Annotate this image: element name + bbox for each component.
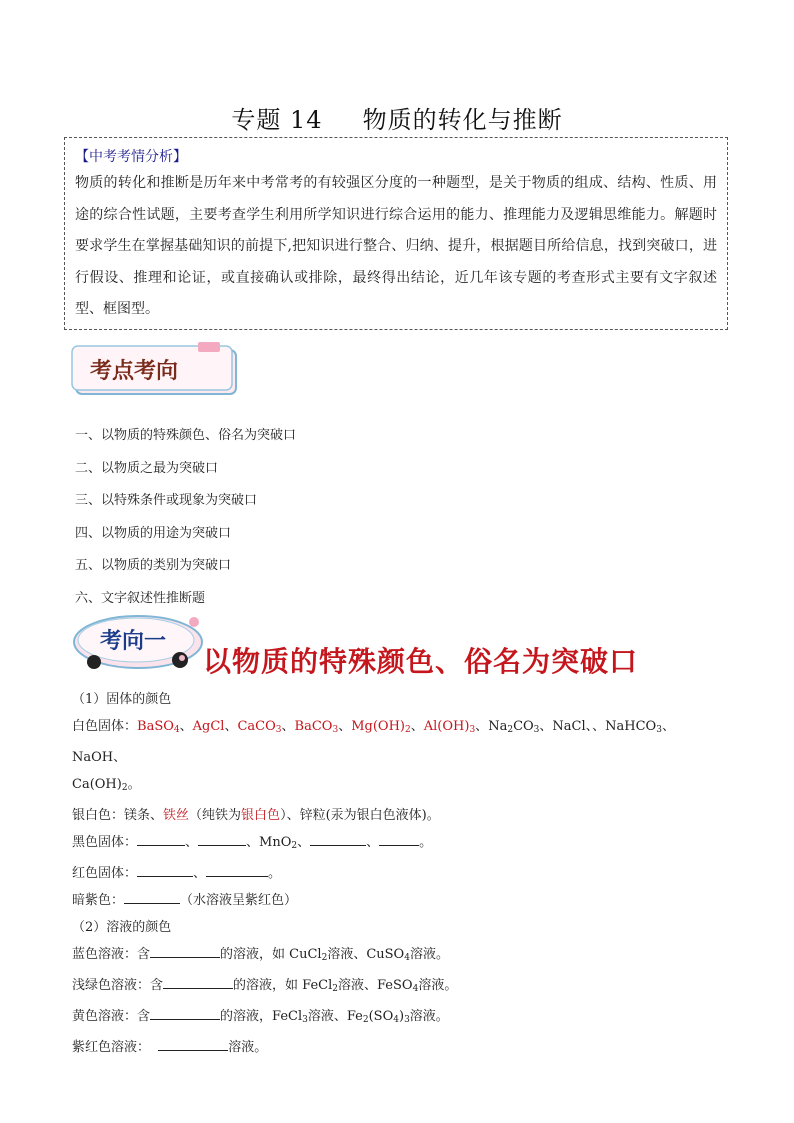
toc-list [75,420,296,615]
answer-blank[interactable] [124,889,180,904]
topic-name: 物质的转化与推断 [362,106,563,134]
topic-number: 专题 14 [231,106,323,134]
answer-blank[interactable] [137,831,185,846]
analysis-heading: 【中考考情分析】 [75,149,187,165]
badge-graphic [70,342,240,400]
analysis-body: 物质的转化和推断是历年来中考常考的有较强区分度的一种题型，是关于物质的组成、结构、性质、用途的综合性试题，主要考查学生利用所学知识进行综合运用的能力、推理能力及逻辑思维能力。解题时要求学生在掌握基础知识的前提下,把知识进行整合、归纳、提升，根据题目所给信息，找到突破口，进行假设、推理和论证，或直接确认或排除，最终得出结论，近几年该专题的考查形式主要有文字叙述型、框图型。 [75,175,717,317]
toc-item: 四、以物质的用途为突破口 [75,525,232,541]
toc-item: 二、以物质之最为突破口 [75,460,219,476]
yellow-solution-line: 黄色溶液：含 的溶液，FeCl$_3$溶液、$Fe_2(SO_4)_3$溶液。 [72,1003,728,1034]
toc-item: 六、文字叙述性推断题 [75,590,206,606]
green-solution-line: 浅绿色溶液：含 的溶液，如 FeCl$_2$溶液、FeSO$_4$溶液。 [72,972,728,1003]
direction-label: 考向一 [100,628,167,654]
white-solid-line: 白色固体：BaSO$_4$、AgCl、CaCO$_3$、BaCO$_3$、$Mg(OH)_2$、$Al(OH)_3$、$Na_2CO_3$、NaCl、、NaHCO$_3$、NaOH、 [72,719,675,765]
answer-blank[interactable] [137,862,193,877]
toc-item: 五、以物质的类别为突破口 [75,558,232,573]
answer-blank[interactable] [198,831,246,846]
answer-blank[interactable] [163,974,233,989]
section-heading: （1）固体的颜色 [72,692,172,707]
answer-blank[interactable] [379,831,419,846]
toc-item: 一、以物质的特殊颜色、俗名为突破口 [75,428,297,443]
analysis-box [64,137,728,330]
answer-blank[interactable] [206,862,268,877]
direction-badge [70,612,210,676]
silver-line: 银白色：镁条、铁丝（纯铁为银白色）、锌粒(汞为银白色液体)。 [72,808,440,823]
page-title [0,100,794,135]
white-solid-line-2: $Ca(OH)_2$。 [72,777,141,793]
black-solid-line: 黑色固体： 、 、MnO$_2$、 、 。 [72,829,728,860]
answer-blank[interactable] [150,943,220,958]
content-body [72,686,728,1061]
pink-solution-line: 紫红色溶液： 溶液。 [72,1034,728,1061]
red-solid-line: 红色固体： 、 。 [72,860,728,887]
purple-line: 暗紫色： （水溶液呈紫红色） [72,887,728,914]
answer-blank[interactable] [158,1036,228,1051]
answer-blank[interactable] [150,1005,220,1020]
direction-title: 以物质的特殊颜色、俗名为突破口 [203,645,639,678]
answer-blank[interactable] [310,831,366,846]
blue-solution-line: 蓝色溶液：含 的溶液，如 CuCl$_2$溶液、CuSO$_4$溶液。 [72,941,728,972]
toc-item: 三、以特殊条件或现象为突破口 [75,493,258,508]
section-heading: （2）溶液的颜色 [72,920,172,935]
badge-label: 考点考向 [90,358,179,384]
